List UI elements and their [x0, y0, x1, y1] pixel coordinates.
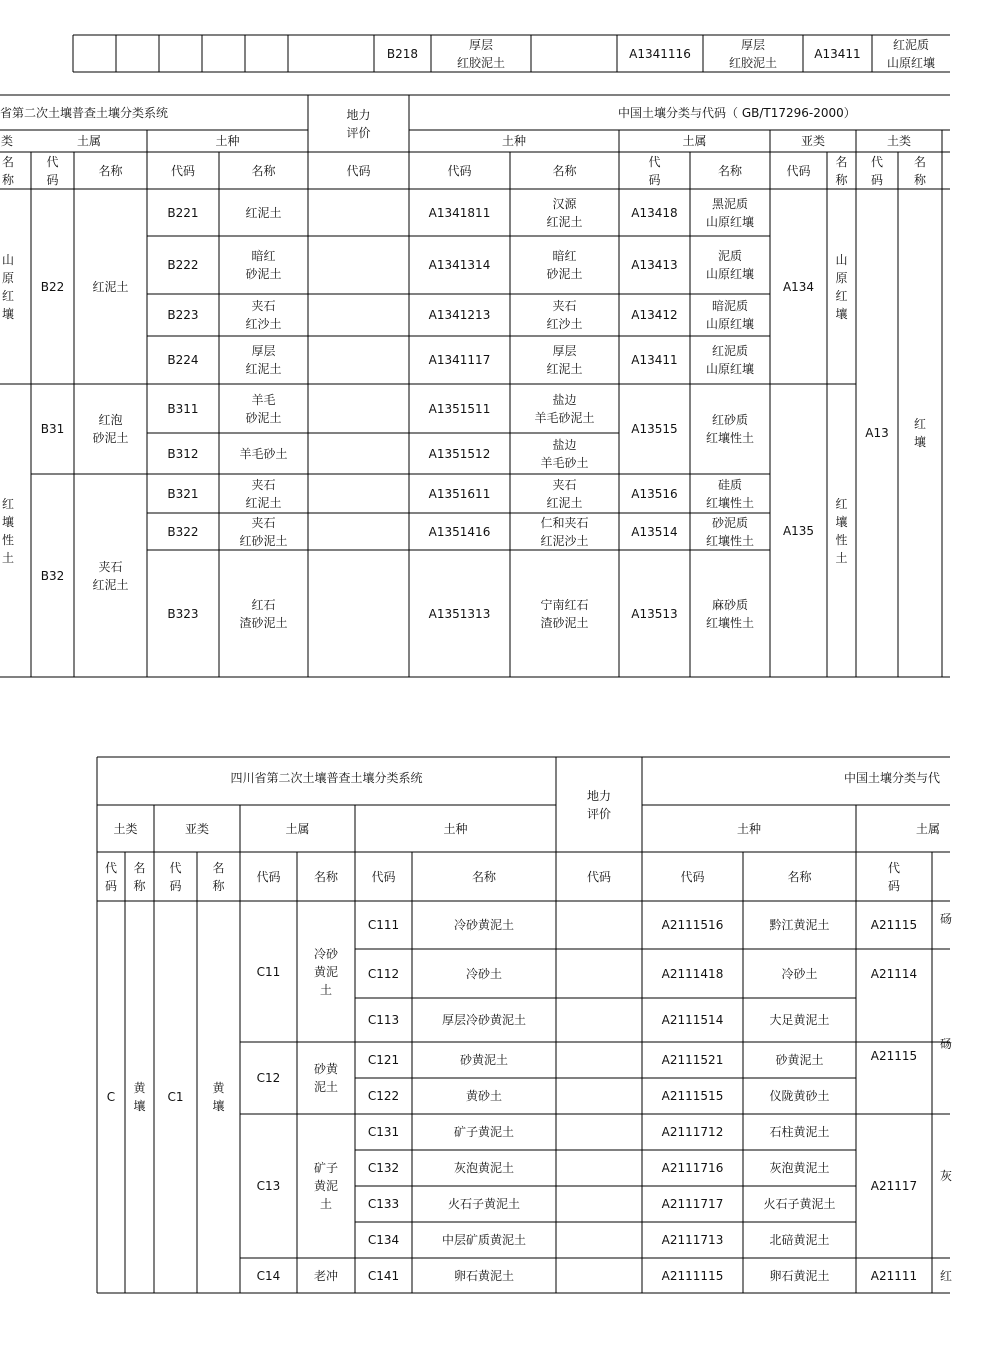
t3-row-gb-name: 冷砂土: [781, 966, 818, 981]
t3-h-tulei: 土类: [113, 821, 138, 836]
t2-row-code: B321: [167, 486, 199, 501]
t2-k-zh-code: 代码: [170, 163, 195, 178]
t3-ya-code: C1: [167, 1090, 184, 1104]
t3-shu-code: C14: [256, 1268, 281, 1283]
t2-row-gb-name: 夹石 红沙土: [546, 299, 583, 331]
t3-row-code: C113: [367, 1013, 400, 1027]
t2-ya2-code: A135: [782, 523, 815, 538]
t3-gbshu-code: A21115: [870, 918, 918, 932]
t2-k-ya-code: 代码: [786, 163, 811, 178]
t2-row-code: B224: [167, 353, 199, 367]
t2-row-code: B221: [167, 205, 199, 220]
t2-gbshu-code: A13513: [631, 606, 678, 621]
t3-gbshu-code: A21115: [870, 1049, 918, 1063]
t2-h-r-tulei: 土类: [886, 134, 911, 148]
t3-row-name: 砂黄泥土: [459, 1053, 508, 1067]
t3-row-name: 厚层冷砂黄泥土: [441, 1013, 526, 1027]
t3-k-gb-name: 名称: [787, 869, 812, 884]
t3-k-shu-name: 名称: [313, 869, 338, 884]
t2-row-gb-code: A1351611: [428, 486, 491, 501]
t2-row-name: 夹石 红砂泥土: [239, 515, 288, 548]
t3-k-tl-name: 名 称: [133, 860, 146, 893]
t2-row-gb-code: A1351313: [428, 606, 491, 621]
t2-row-name: 红石 渣砂泥土: [239, 597, 288, 630]
t3-k-zh-code: 代码: [371, 869, 396, 884]
t2-k-shu-name: 名称: [98, 163, 123, 178]
t2-row-code: B223: [167, 308, 199, 322]
t2-row-gb-code: A1341213: [428, 308, 491, 322]
t2-h-lei: 类: [0, 134, 13, 148]
t3-shu-name: 老冲: [313, 1268, 338, 1283]
t3-cut-char: 砀: [940, 912, 953, 926]
t3-row-code: C141: [367, 1268, 400, 1283]
t3-row-name: 中层矿质黄泥土: [441, 1233, 526, 1247]
t3-row-gb-name: 灰泡黄泥土: [769, 1161, 830, 1175]
t2-g2b-shu-name: 夹石 红泥土: [92, 559, 129, 592]
t3-gbshu-code: A21111: [870, 1268, 918, 1283]
t2-row-name: 暗红 砂泥土: [245, 249, 282, 281]
t3-tl-name: 黄 壤: [133, 1081, 146, 1113]
t3-gbshu-code: A21117: [870, 1179, 918, 1193]
t2-row-gb-code: A1351416: [428, 524, 491, 539]
t3-k-shu-code: 代码: [256, 869, 281, 884]
t2-row-gb-code: A1341117: [428, 353, 491, 367]
t3-row-gb-name: 卵石黄泥土: [769, 1268, 830, 1283]
t3-shu-name: 冷砂 黄泥 土: [313, 946, 338, 997]
t2-gbshu-code: A13418: [631, 205, 678, 220]
t3-header-right: 中国土壤分类与代: [844, 771, 941, 785]
t2-k-tl-name: 名 称: [913, 154, 926, 187]
t3-cut-char: 砀: [940, 1037, 953, 1051]
t2-g2b-shu-code: B32: [40, 568, 65, 583]
t2-row-name: 夹石 红泥土: [245, 477, 282, 510]
t3-row-name: 冷砂黄泥土: [453, 918, 514, 932]
t2-gbshu-name: 砂泥质 红壤性土: [705, 515, 754, 548]
t2-k-dili-code: 代码: [346, 163, 371, 178]
t3-shu-name: 砂黄 泥土: [313, 1062, 338, 1094]
t3-cut-char: 红: [940, 1268, 953, 1283]
t3-shu-code: C11: [256, 964, 281, 979]
t2-row-name: 夹石 红沙土: [245, 299, 282, 331]
t2-gbshu-name: 红砂质 红壤性土: [705, 413, 754, 445]
t2-k-zh-name: 名称: [251, 163, 276, 178]
t3-ya-name: 黄 壤: [212, 1081, 225, 1113]
t3-header-dili: 地力 评价: [586, 788, 611, 821]
t2-g1-shu-code: B22: [40, 279, 65, 294]
t2-k-gb-name: 名称: [552, 163, 577, 178]
t3-row-code: C133: [367, 1197, 400, 1211]
t2-h-tuzhong: 土种: [215, 134, 240, 148]
t2-row-name: 红泥土: [245, 205, 282, 220]
t2-row-gb-name: 厚层 红泥土: [546, 344, 583, 376]
t3-row-gb-name: 石柱黄泥土: [769, 1125, 830, 1139]
t3-row-gb-code: A2111717: [661, 1197, 724, 1211]
t3-k-gb-code: 代码: [680, 869, 705, 884]
t3-row-gb-name: 砂黄泥土: [775, 1053, 824, 1067]
t2-row-gb-name: 仁和夹石 红泥沙土: [540, 515, 589, 548]
t2-row-name: 厚层 红泥土: [245, 344, 282, 376]
t2-row-gb-name: 盐边 羊毛砂土: [540, 437, 589, 470]
t2-header-dili: 地力 评价: [346, 107, 371, 140]
t3-row-gb-code: A2111716: [661, 1161, 724, 1175]
t2-gbshu-code: A13516: [631, 486, 678, 501]
t3-shu-name: 矿子 黄泥 土: [313, 1161, 338, 1211]
t3-row-gb-name: 北碚黄泥土: [769, 1233, 830, 1247]
t3-k-dili-code: 代码: [586, 869, 611, 884]
t2-gbshu-code: A13413: [631, 258, 678, 272]
t3-shu-code: C12: [256, 1071, 281, 1085]
t2-row-code: B311: [167, 401, 199, 416]
t3-row-gb-name: 黔江黄泥土: [769, 918, 830, 932]
t2-row-gb-name: 夹石 红泥土: [546, 477, 583, 510]
t3-row-code: C131: [367, 1125, 400, 1139]
t2-k-tl-code: 代 码: [870, 154, 883, 187]
t3-shu-code: C13: [256, 1179, 281, 1193]
t2-ya1-name: 山 原 红 壤: [835, 252, 848, 321]
t2-gbshu-name: 硅质 红壤性土: [705, 477, 754, 510]
t2-gbshu-name: 黑泥质 山原红壤: [705, 196, 754, 229]
t1-gb-code: A1341116: [629, 46, 691, 61]
t3-h-tushu: 土属: [285, 821, 310, 836]
t2-g1-lei: 山 原 红 壤: [1, 252, 14, 321]
t3-h-r-tuzhong: 土种: [736, 821, 761, 836]
t3-row-gb-code: A2111515: [661, 1089, 724, 1103]
t3-k-tl-code: 代 码: [104, 860, 117, 893]
t3-row-code: C134: [367, 1233, 400, 1247]
t2-row-gb-code: A1351511: [428, 401, 491, 416]
t3-row-code: C111: [367, 918, 400, 932]
t2-row-name: 羊毛砂土: [239, 446, 288, 461]
t2-k-gbshu-code: 代 码: [648, 154, 661, 187]
t3-row-name: 冷砂土: [465, 966, 502, 981]
t2-gbshu-name: 红泥质 山原红壤: [705, 344, 754, 376]
t2-gbshu-code: A13515: [631, 422, 678, 436]
t2-gbshu-name: 麻砂质 红壤性土: [705, 597, 754, 630]
t3-row-gb-code: A2111712: [661, 1125, 724, 1139]
t3-h-yalei: 亚类: [184, 821, 209, 836]
t1-gb-name: 厚层 红胶泥土: [728, 37, 777, 70]
t3-row-gb-name: 仪陇黄砂土: [769, 1089, 830, 1103]
t3-k-ya-name: 名 称: [212, 860, 225, 893]
t2-ya1-code: A134: [782, 279, 815, 294]
t1-tuzhong-name: 厚层 红胶泥土: [456, 37, 505, 70]
t2-k-gbshu-name: 名称: [717, 163, 742, 178]
t2-row-gb-code: A1341811: [428, 205, 491, 220]
t3-row-gb-code: A2111521: [661, 1053, 724, 1067]
t3-k-ya-code: 代 码: [169, 860, 182, 893]
t2-row-code: B312: [167, 446, 199, 461]
t3-row-gb-code: A2111713: [661, 1233, 724, 1247]
t2-h-r-tuzhong: 土种: [501, 134, 526, 148]
t3-row-gb-name: 火石子黄泥土: [763, 1197, 836, 1211]
t2-gbshu-code: A13412: [631, 308, 678, 322]
t3-row-gb-code: A2111418: [661, 966, 724, 981]
t3-h-r-tushu: 土属: [915, 821, 940, 836]
t3-row-name: 矿子黄泥土: [453, 1125, 514, 1139]
t3-header-left: 四川省第二次土壤普查土壤分类系统: [230, 771, 423, 785]
t2-h-r-yalei: 亚类: [800, 134, 825, 148]
t2-g2a-shu-name: 红泡 砂泥土: [92, 413, 129, 445]
t2-row-code: B322: [167, 524, 199, 539]
t2-k-lei-name: 名 称: [1, 154, 14, 187]
t2-gbshu-code: A13514: [631, 524, 678, 539]
t3-tl-code: C: [106, 1090, 116, 1104]
t2-g2-lei: 红 壤 性 土: [1, 496, 14, 565]
t2-row-gb-name: 宁南红石 渣砂泥土: [540, 597, 589, 630]
t2-gbshu-name: 泥质 山原红壤: [705, 249, 754, 281]
t2-h-r-tushu: 土属: [682, 134, 707, 148]
t2-row-gb-code: A1341314: [428, 258, 491, 272]
t2-header-right: 中国土壤分类与代码（ GB/T17296-2000）: [618, 105, 856, 120]
t2-ya2-name: 红 壤 性 土: [835, 496, 848, 565]
t3-row-gb-code: A2111514: [661, 1013, 724, 1027]
t2-row-gb-name: 汉源 红泥土: [546, 196, 583, 229]
t2-g2a-shu-code: B31: [40, 422, 65, 436]
t1-gb-shu-code: A13411: [814, 46, 861, 61]
t3-row-gb-code: A2111115: [661, 1268, 724, 1283]
t2-row-gb-name: 暗红 砂泥土: [546, 249, 583, 281]
t2-tl-name: 红 壤: [913, 417, 926, 449]
t1-gb-shu-name: 红泥质 山原红壤: [886, 37, 935, 70]
t2-k-shu-code: 代 码: [46, 154, 59, 187]
t2-row-name: 羊毛 砂泥土: [245, 392, 282, 425]
t3-cut-char: 灰: [940, 1169, 953, 1183]
t2-k-ya-name: 名 称: [835, 154, 848, 187]
t2-k-gb-code: 代码: [447, 163, 472, 178]
t2-h-tushu: 土属: [76, 134, 101, 148]
t2-header-left: 省第二次土壤普查土壤分类系统: [0, 105, 169, 120]
t2-tl-code: A13: [865, 426, 889, 440]
t3-k-gbshu-code: 代 码: [887, 860, 900, 893]
t3-row-code: C112: [367, 966, 400, 981]
t2-row-code: B323: [167, 606, 199, 621]
t3-row-name: 火石子黄泥土: [447, 1197, 520, 1211]
t3-row-name: 灰泡黄泥土: [453, 1161, 514, 1175]
t3-row-gb-name: 大足黄泥土: [769, 1013, 830, 1027]
t3-gbshu-code: A21114: [870, 966, 918, 981]
t3-k-zh-name: 名称: [471, 869, 496, 884]
t2-row-code: B222: [167, 258, 199, 272]
t3-row-code: C122: [367, 1089, 400, 1103]
t1-tuzhong-code: B218: [386, 46, 419, 61]
t2-row-gb-name: 盐边 羊毛砂泥土: [534, 392, 595, 425]
t3-row-gb-code: A2111516: [661, 918, 724, 932]
t2-gbshu-code: A13411: [631, 353, 678, 367]
t3-row-code: C132: [367, 1161, 400, 1175]
t3-row-name: 卵石黄泥土: [453, 1268, 514, 1283]
t3-row-code: C121: [367, 1053, 400, 1067]
t2-g1-shu-name: 红泥土: [92, 279, 129, 294]
t2-gbshu-name: 暗泥质 山原红壤: [705, 299, 754, 331]
t3-row-name: 黄砂土: [465, 1089, 502, 1103]
t2-row-gb-code: A1351512: [428, 446, 491, 461]
t3-h-tuzhong: 土种: [443, 821, 468, 836]
